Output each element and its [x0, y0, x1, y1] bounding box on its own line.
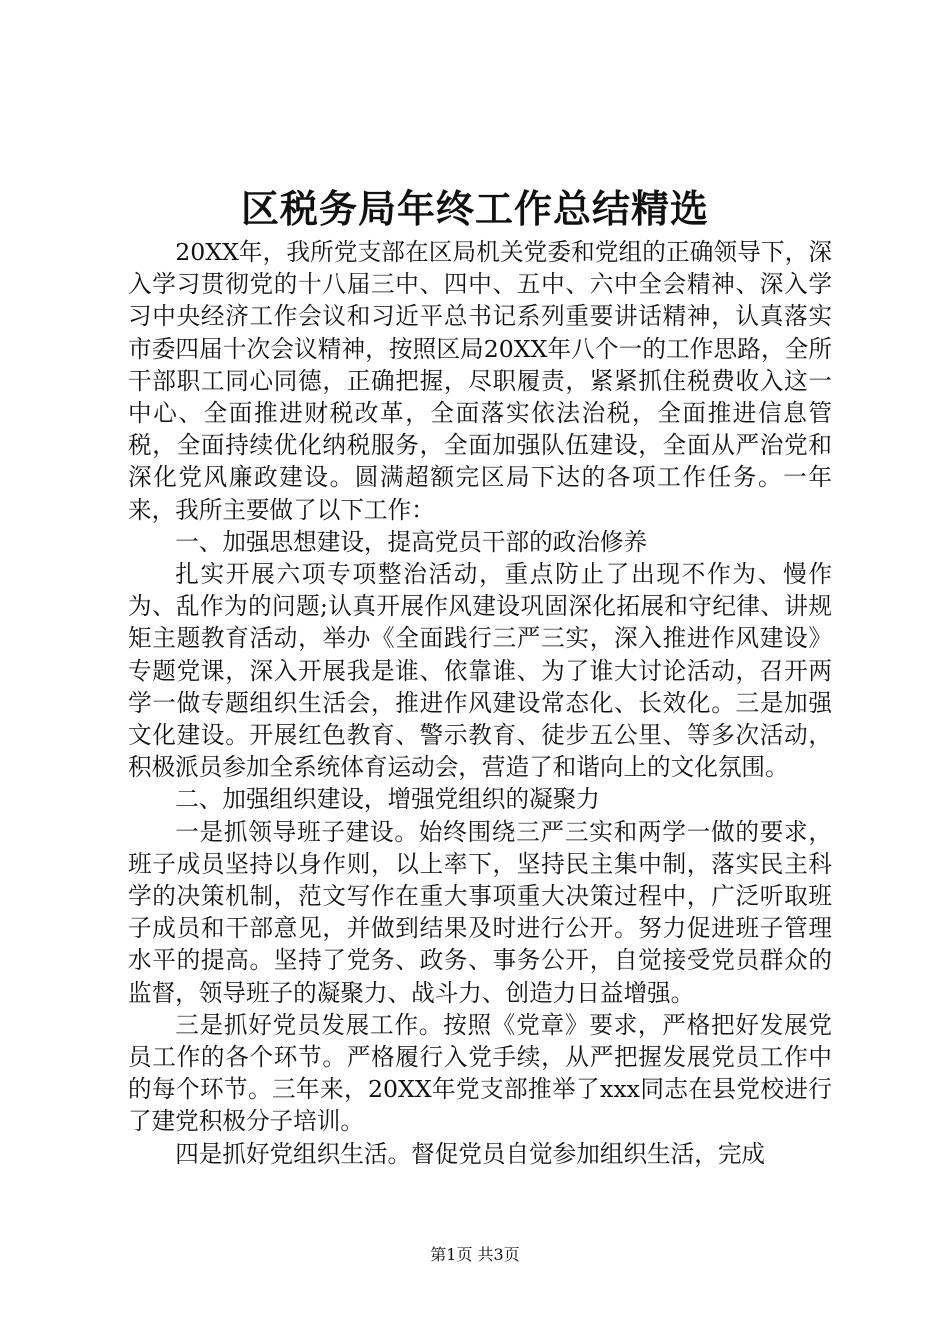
- paragraph-leadership: 一是抓领导班子建设。始终围绕三严三实和两学一做的要求，班子成员坚持以身作则，以上率下，坚持民主集中制，落实民主科学的决策机制，范文写作在重大事项重大决策过程中，广泛听取班子成员和干部意见，并做到结果及时进行公开。努力促进班子管理水平的提高。坚持了党务、政务、事务公开，自觉接受党员群众的监督，领导班子的凝聚力、战斗力、创造力日益增强。: [128, 817, 832, 1007]
- paragraph-section-1: 扎实开展六项专项整治活动，重点防止了出现不作为、慢作为、乱作为的问题;认真开展作风建设巩固深化拓展和守纪律、讲规矩主题教育活动，举办《全面践行三严三实，深入推进作风建设》专题党课，深入开展我是谁、依靠谁、为了谁大讨论活动，召开两学一做专题组织生活会，推进作风建设常态化、长效化。三是加强文化建设。开展红色教育、警示教育、徒步五公里、等多次活动，积极派员参加全系统体育运动会，营造了和谐向上的文化氛围。: [128, 560, 832, 782]
- section-heading-2: 二、加强组织建设，增强党组织的凝聚力: [175, 785, 600, 814]
- paragraph-organization-life: 四是抓好党组织生活。督促党员自觉参加组织生活，完成: [175, 1139, 766, 1168]
- document-body: [128, 236, 832, 1170]
- document-title: 区税务局年终工作总结精选: [240, 186, 709, 231]
- paragraph-member-development: 三是抓好党员发展工作。按照《党章》要求，严格把好发展党员工作的各个环节。严格履行入党手续，从严把握发展党员工作中的每个环节。三年来，20XX年党支部推举了xxx同志在县党校进行了建党积极分子培训。: [128, 1010, 832, 1136]
- page-footer: 第1页 共3页: [430, 1245, 520, 1264]
- paragraph-intro: 20XX年，我所党支部在区局机关党委和党组的正确领导下，深入学习贯彻党的十八届三中、四中、五中、六中全会精神、深入学习中央经济工作会议和习近平总书记系列重要讲话精神，认真落实市委四届十次会议精神，按照区局20XX年八个一的工作思路，全所干部职工同心同德，正确把握，尽职履责，紧紧抓住税费收入这一中心、全面推进财税改革，全面落实依法治税，全面推进信息管税，全面持续优化纳税服务，全面加强队伍建设，全面从严治党和深化党风廉政建设。圆满超额完区局下达的各项工作任务。一年来，我所主要做了以下工作：: [128, 238, 832, 524]
- section-heading-1: 一、加强思想建设，提高党员干部的政治修养: [175, 527, 648, 556]
